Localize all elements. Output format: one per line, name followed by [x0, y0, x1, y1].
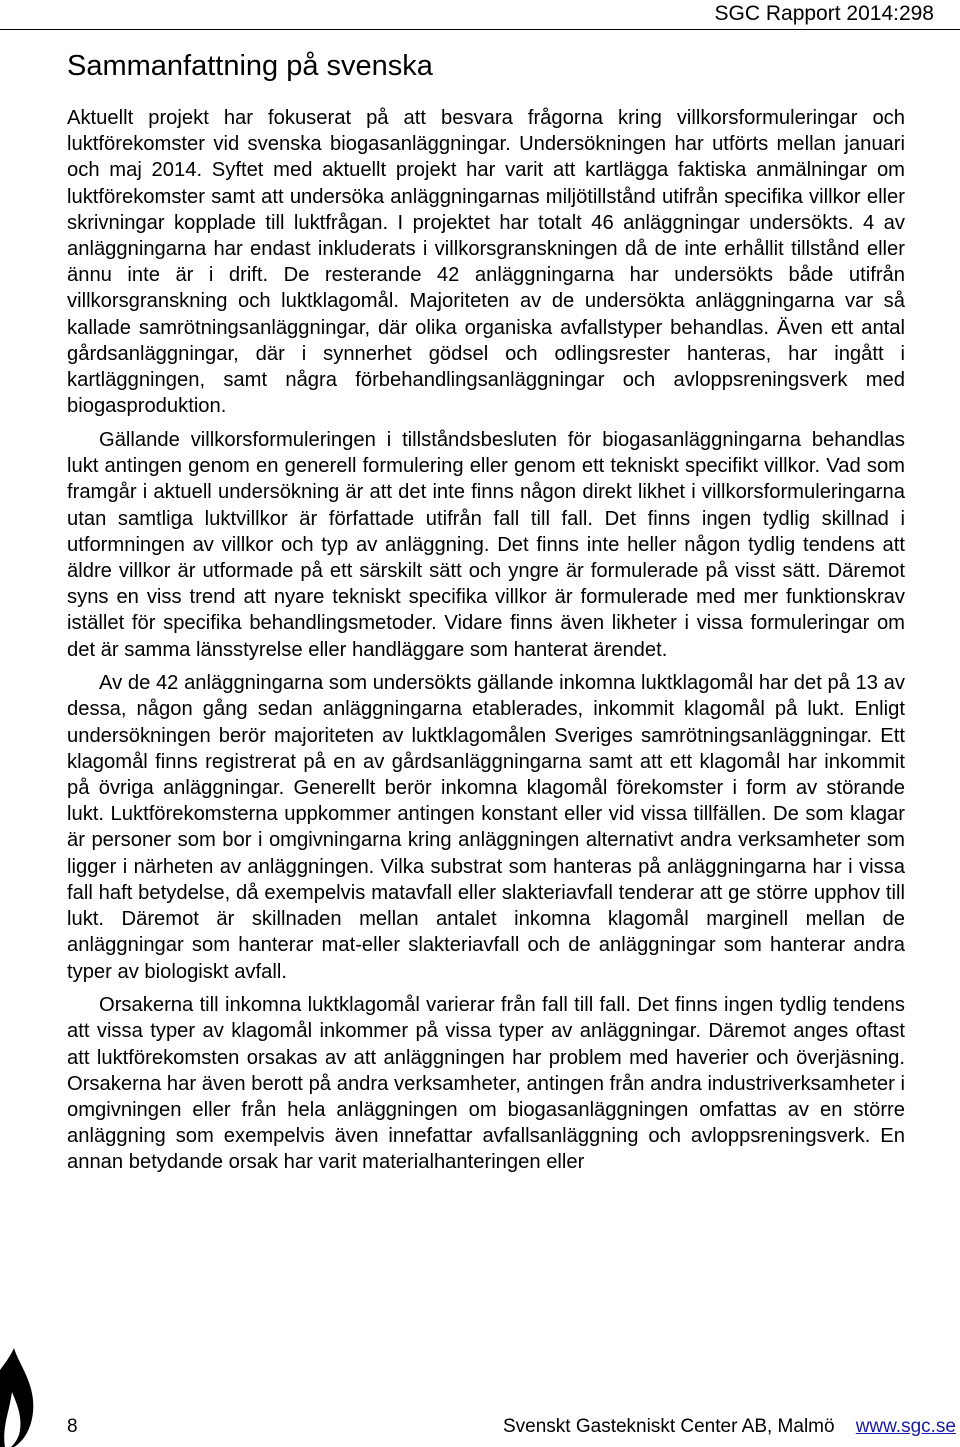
organization-name: Svenskt Gastekniskt Center AB, Malmö: [502, 1416, 835, 1437]
report-id: SGC Rapport 2014:298: [714, 2, 934, 25]
paragraph: Gällande villkorsformuleringen i tillståndsbesluten för biogasanläggningarna behandlas lukt antingen genom en generell formulering eller genom ett tekniskt specifikt villkor. Vad som framgår i aktuell undersökning är att det inte finns någon direkt likhet i villkorsformuleringarna utan samtliga luktvillkor är författade utifrån fall till fall. Det finns ingen tydlig skillnad i utformningen av villkor och typ av anläggning. Det finns inte heller någon tydlig tendens att äldre villkor är utformade på ett särskilt sätt och yngre är formulerade på visst sätt. Däremot syns en viss trend att nyare tekniskt specifika villkor är formulerade med mer funktionskrav istället för specifika behandlingsmetoder. Vidare finns även likheter i vissa formuleringar om det är samma länsstyrelse eller handläggare som hanterat ärendet.: [67, 428, 905, 661]
website-link[interactable]: www.sgc.se: [855, 1416, 956, 1437]
page-number: 8: [67, 1416, 78, 1437]
footer-organization: [503, 1416, 956, 1438]
flame-icon: [0, 1348, 40, 1447]
paragraph: Orsakerna till inkomna luktklagomål varierar från fall till fall. Det finns ingen tydlig tendens att vissa typer av klagomål inkommer på vissa typer av anläggningar. Däremot anges oftast att luktförekomsten orsakas av att anläggningen har problem med haverier och överjäsning. Orsakerna har även berott på andra verksamheter, antingen från andra industriverksamheter i omgivningen eller från hela anläggningen om biogasanläggningen omfattas av en större anläggning som exempelvis även innefattar avfallsanläggning och avloppsreningsverk. En annan betydande orsak har varit materialhanteringen eller: [67, 994, 905, 1174]
paragraph: Av de 42 anläggningarna som undersökts gällande inkomna luktklagomål har det på 13 av dessa, någon gång sedan anläggningarna etablerades, inkommit klagomål på lukt. Enligt undersökningen berör majoriteten av luktklagomålen Sveriges samrötningsanläggningar. Ett klagomål finns registrerat på en av gårdsanläggningarna samt att ett klagomål har inkommit på övriga anläggningar. Generellt berör inkomna klagomål förekomster i form av störande lukt. Luktförekomsterna uppkommer antingen konstant eller vid vissa tillfällen. De som klagar är personer som bor i omgivningarna kring anläggningen alternativt andra verksamheter som ligger i närheten av anläggningen. Vilka substrat som hanteras på anläggningarna har i vissa fall haft betydelse, då exempelvis matavfall eller slakteriavfall tenderar att ge större upphov till lukt. Däremot är skillnaden mellan antalet inkomna klagomål marginell mellan de anläggningar som hanterar mat-eller slakteriavfall och de anläggningar som hanterar andra typer av biologiskt avfall.: [67, 672, 905, 983]
header-divider: [0, 29, 960, 30]
section-title: Sammanfattning på svenska: [67, 50, 433, 82]
paragraph: Aktuellt projekt har fokuserat på att besvara frågorna kring villkorsformuleringar och luktförekomster vid svenska biogasanläggningar. Undersökningen har utförts mellan januari och maj 2014. Syftet med aktuellt projekt har varit att kartlägga faktiska anmälningar om luktförekomster samt att undersöka anläggningarnas miljötillstånd utifrån specifika villkor eller skrivningar kopplade till luktfrågan. I projektet har totalt 46 anläggningar undersökts. 4 av anläggningarna har endast inkluderats i villkorsgranskningen då de inte erhållit tillstånd eller ännu inte är i drift. De resterande 42 anläggningarna har undersökts både utifrån villkorsgranskning och luktklagomål. Majoriteten av de undersökta anläggningarna var så kallade samrötningsanläggningar, där olika organiska avfallstyper behandlas. Även ett antal gårdsanläggningar, där i synnerhet gödsel och odlingsrester hanteras, har ingått i kartläggningen, samt några förbehandlingsanläggningar och avloppsreningsverk med biogasproduktion.: [67, 107, 905, 418]
body-text: [67, 105, 905, 1176]
